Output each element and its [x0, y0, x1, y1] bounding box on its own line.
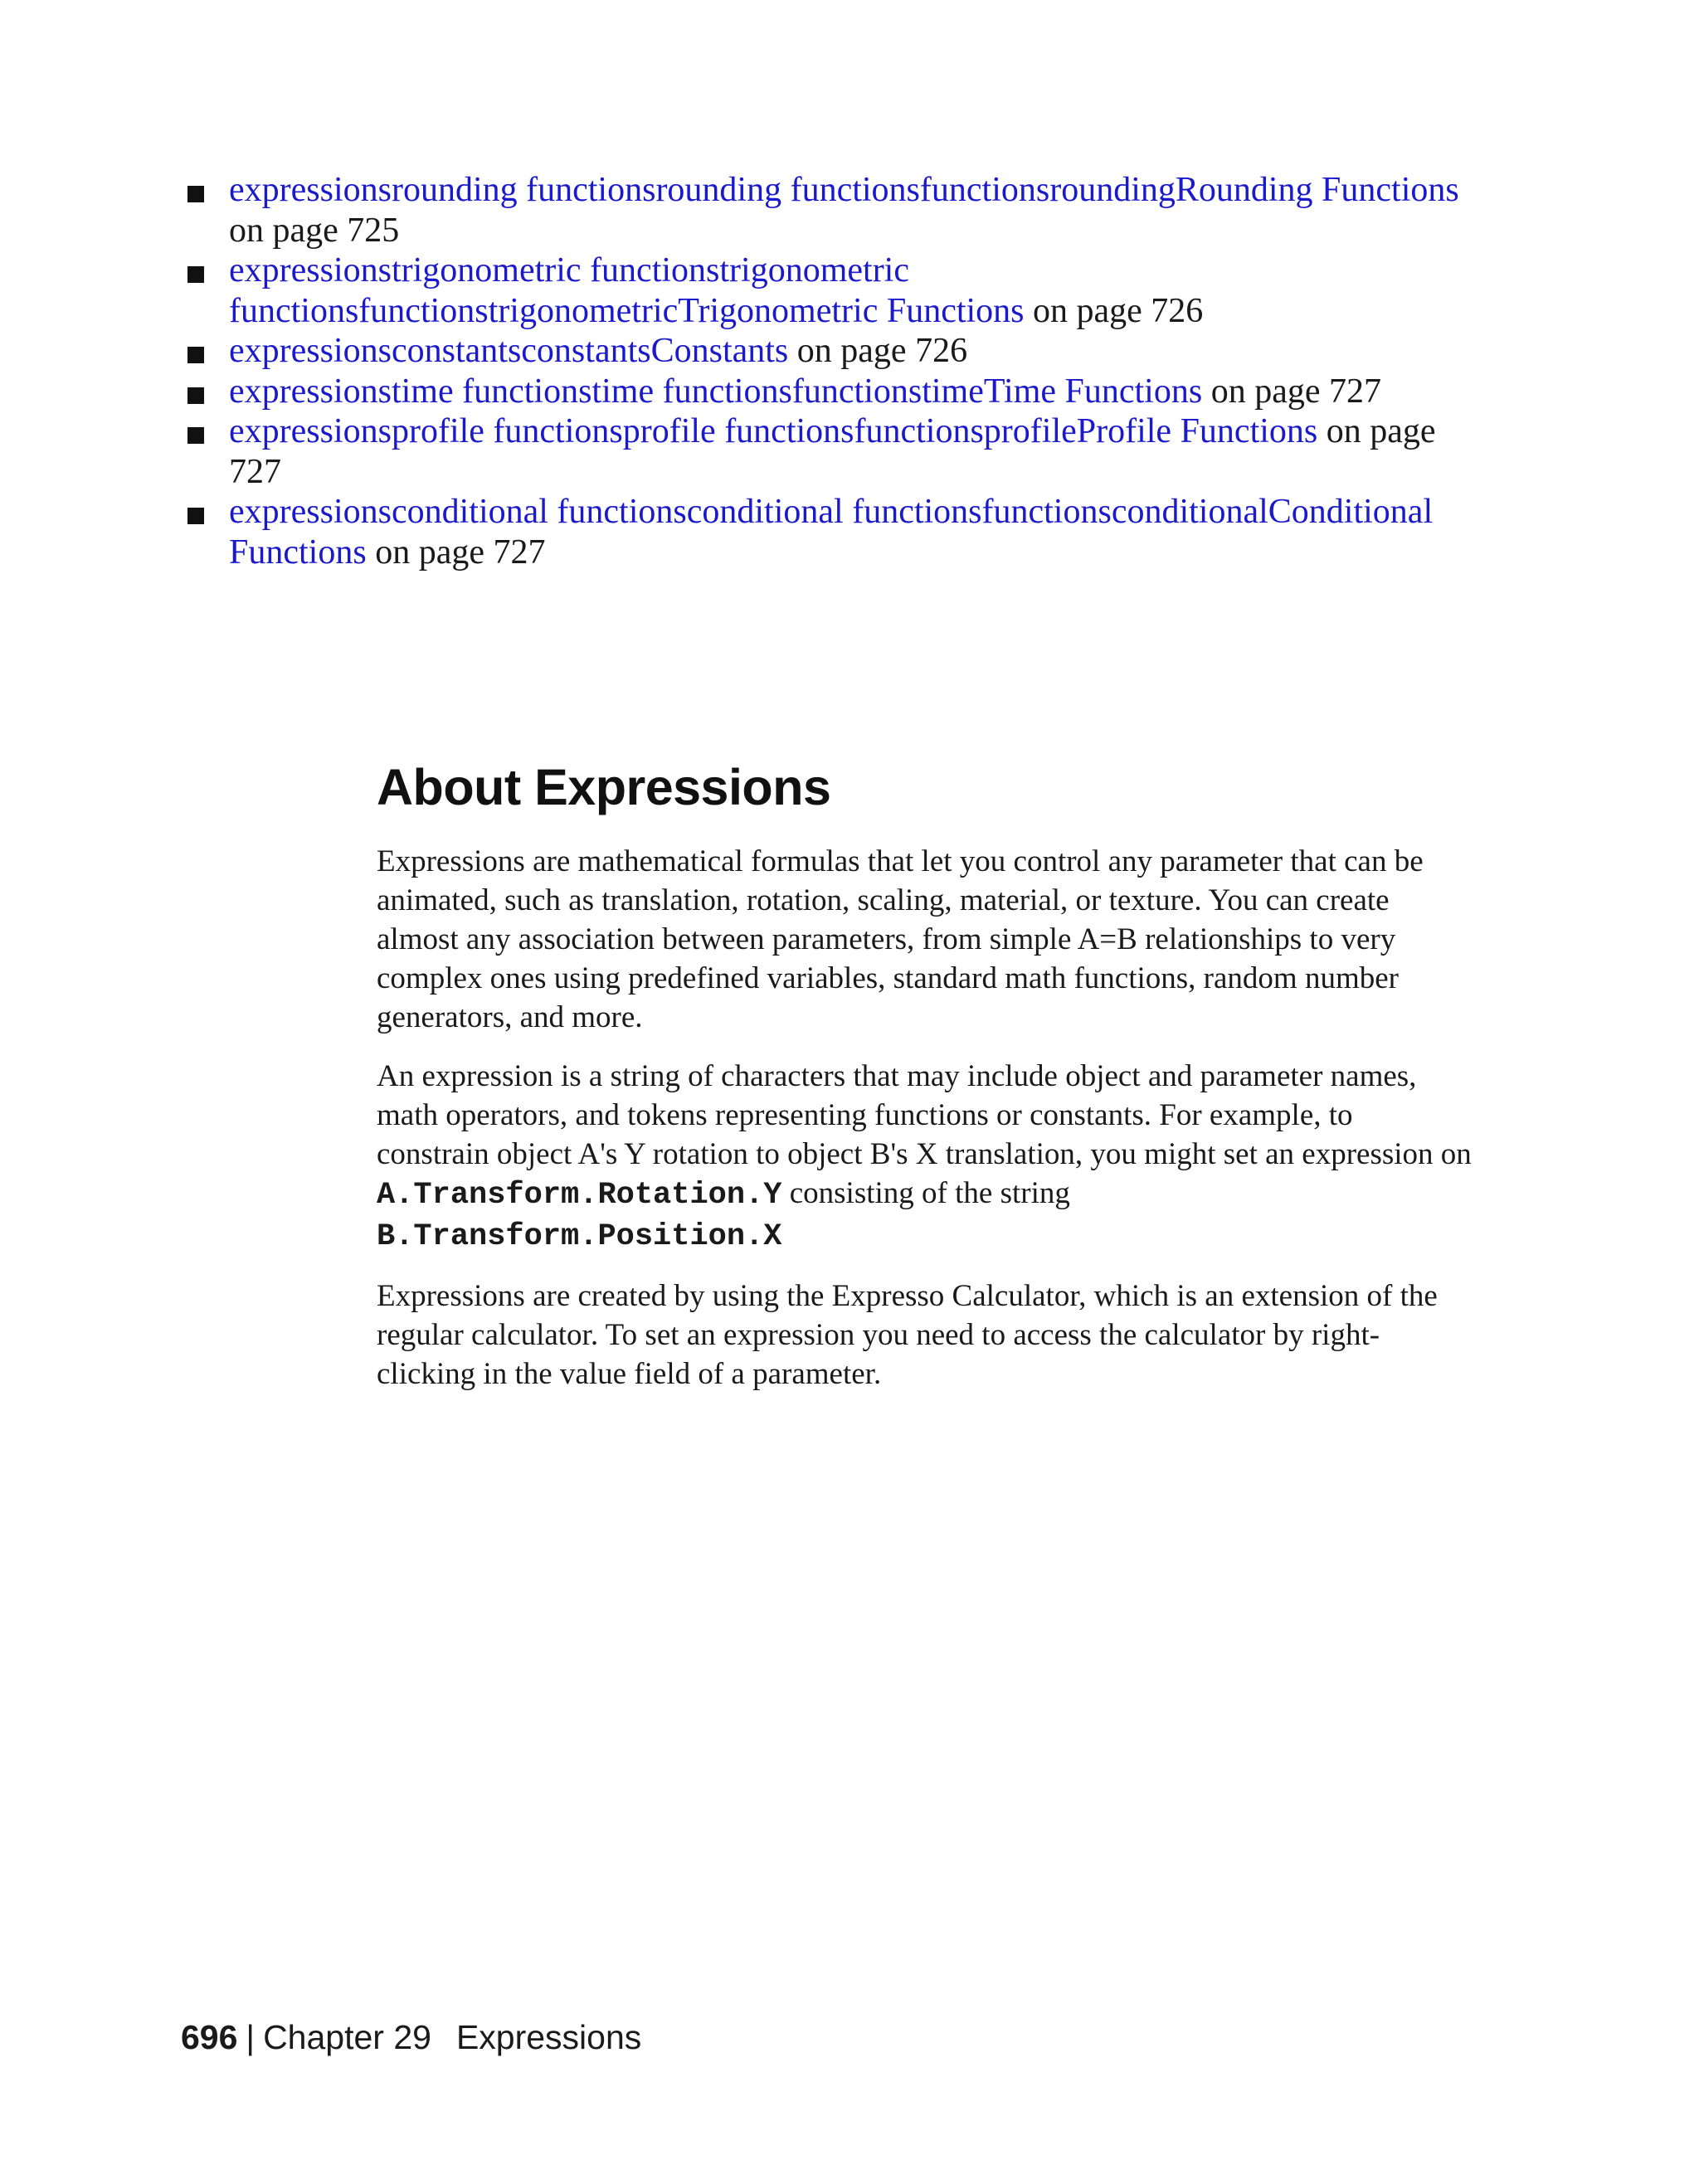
square-bullet-icon [187, 347, 204, 363]
square-bullet-icon [187, 186, 204, 202]
body-paragraph: Expressions are created by using the Expresso Calculator, which is an extension of the regular calculator. To set an expression you need to access the calculator by right-clicking in the value field of a parameter. [377, 1279, 1438, 1391]
toc-link-time-functions[interactable]: expressionstime functionstime functionsfunctionstimeTime Functions [229, 372, 1203, 411]
page-footer [181, 2014, 641, 2060]
page-reference: on page 726 [788, 332, 968, 370]
page-number: 696 [181, 2018, 238, 2056]
toc-link-rounding-functions[interactable]: expressionsrounding functionsrounding functionsfunctionsroundingRounding Functions [229, 171, 1459, 209]
toc-link-constants[interactable]: expressionsconstantsconstantsConstants [229, 332, 789, 370]
chapter-title: Expressions [455, 2018, 642, 2056]
toc-list-item [181, 372, 1475, 412]
body-paragraph: Expressions are mathematical formulas that let you control any parameter that can be animated, such as translation, rotation, scaling, material, or texture. You can create almost any association between parameters, from simple A=B relationships to very complex ones using predefined variables, standard math functions, random number generators, and more. [377, 844, 1424, 1034]
about-expressions-section [377, 751, 1472, 1413]
toc-list-item [181, 251, 1475, 331]
footer-separator: | [246, 2018, 256, 2056]
paragraph-text: consisting of the string [781, 1176, 1070, 1210]
page-reference: on page 725 [229, 211, 400, 250]
square-bullet-icon [187, 427, 204, 444]
code-inline: A.Transform.Rotation.Y [377, 1178, 782, 1213]
toc-list-item [181, 411, 1475, 492]
square-bullet-icon [187, 387, 204, 404]
page-reference: on page 727 [229, 412, 1436, 491]
square-bullet-icon [187, 508, 204, 524]
square-bullet-icon [187, 266, 204, 283]
toc-link-trigonometric-functions[interactable]: expressionstrigonometric functionstrigonometric functionsfunctionstrigonometricTrigonometric Functions [229, 251, 1025, 330]
toc-list-item [181, 492, 1475, 572]
page-reference: on page 726 [1024, 291, 1204, 330]
toc-link-list [181, 170, 1475, 572]
chapter-label: Chapter 29 [263, 2018, 431, 2056]
toc-list-item [181, 170, 1475, 251]
paragraph-text: An expression is a string of characters that may include object and parameter names, math operators, and tokens representing functions or constants. For example, to constrain object A's Y rotation to object B's X translation, you might set an expression on [377, 1059, 1472, 1171]
code-inline: B.Transform.Position.X [377, 1219, 782, 1254]
toc-link-profile-functions[interactable]: expressionsprofile functionsprofile functionsfunctionsprofileProfile Functions [229, 412, 1318, 450]
section-heading: About Expressions [377, 759, 831, 815]
page-reference: on page 727 [366, 533, 546, 572]
body-paragraph [377, 1057, 1472, 1257]
toc-link-conditional-functions[interactable]: expressionsconditional functionsconditional functionsfunctionsconditionalConditional Functions [229, 493, 1434, 572]
toc-list-item [181, 331, 1475, 372]
page-reference: on page 727 [1202, 372, 1381, 411]
